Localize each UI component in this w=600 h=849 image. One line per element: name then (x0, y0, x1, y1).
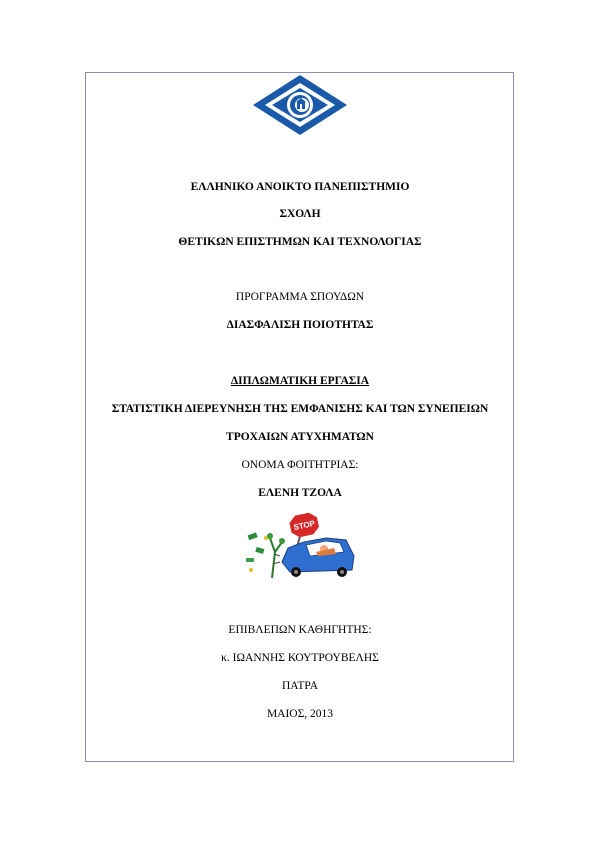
thesis-type: ΔΙΠΛΩΜΑΤΙΚΗ ΕΡΓΑΣΙΑ (230, 375, 370, 387)
city: ΠΑΤΡΑ (281, 680, 319, 692)
program-label: ΠΡΟΓΡΑΜΜΑ ΣΠΟΥΔΩΝ (235, 291, 365, 303)
faculty-name: ΘΕΤΙΚΩΝ ΕΠΙΣΤΗΜΩΝ ΚΑΙ ΤΕΧΝΟΛΟΓΙΑΣ (178, 236, 422, 248)
thesis-title-line-1: ΣΤΑΤΙΣΤΙΚΗ ΔΙΕΡΕΥΝΗΣΗ ΤΗΣ ΕΜΦΑΝΙΣΗΣ ΚΑΙ ΤΩΝ ΣΥΝΕΠΕΙΩΝ (111, 403, 489, 415)
stop-sign-text: STOP (292, 518, 316, 533)
date: ΜΑΙΟΣ, 2013 (266, 708, 334, 720)
car-crash-stop-sign-icon (242, 512, 357, 580)
school-label: ΣΧΟΛΗ (279, 208, 321, 220)
thesis-title-line-2: ΤΡΟΧΑΙΩΝ ΑΤΥΧΗΜΑΤΩΝ (226, 431, 374, 443)
supervisor-label: ΕΠΙΒΛΕΠΩΝ ΚΑΘΗΓΗΤΗΣ: (228, 624, 372, 636)
student-name: ΕΛΕΝΗ ΤΖΟΛΑ (258, 487, 342, 499)
university-name: ΕΛΛΗΝΙΚΟ ΑΝΟΙΚΤΟ ΠΑΝΕΠΙΣΤΗΜΙΟ (190, 181, 410, 193)
program-name: ΔΙΑΣΦΑΛΙΣΗ ΠΟΙΟΤΗΤΑΣ (226, 319, 374, 331)
student-label: ΟΝΟΜΑ ΦΟΙΤΗΤΡΙΑΣ: (241, 459, 359, 471)
supervisor-name: κ. ΙΩΑΝΝΗΣ ΚΟΥΤΡΟΥΒΕΛΗΣ (221, 652, 379, 664)
university-logo-icon (251, 74, 349, 136)
